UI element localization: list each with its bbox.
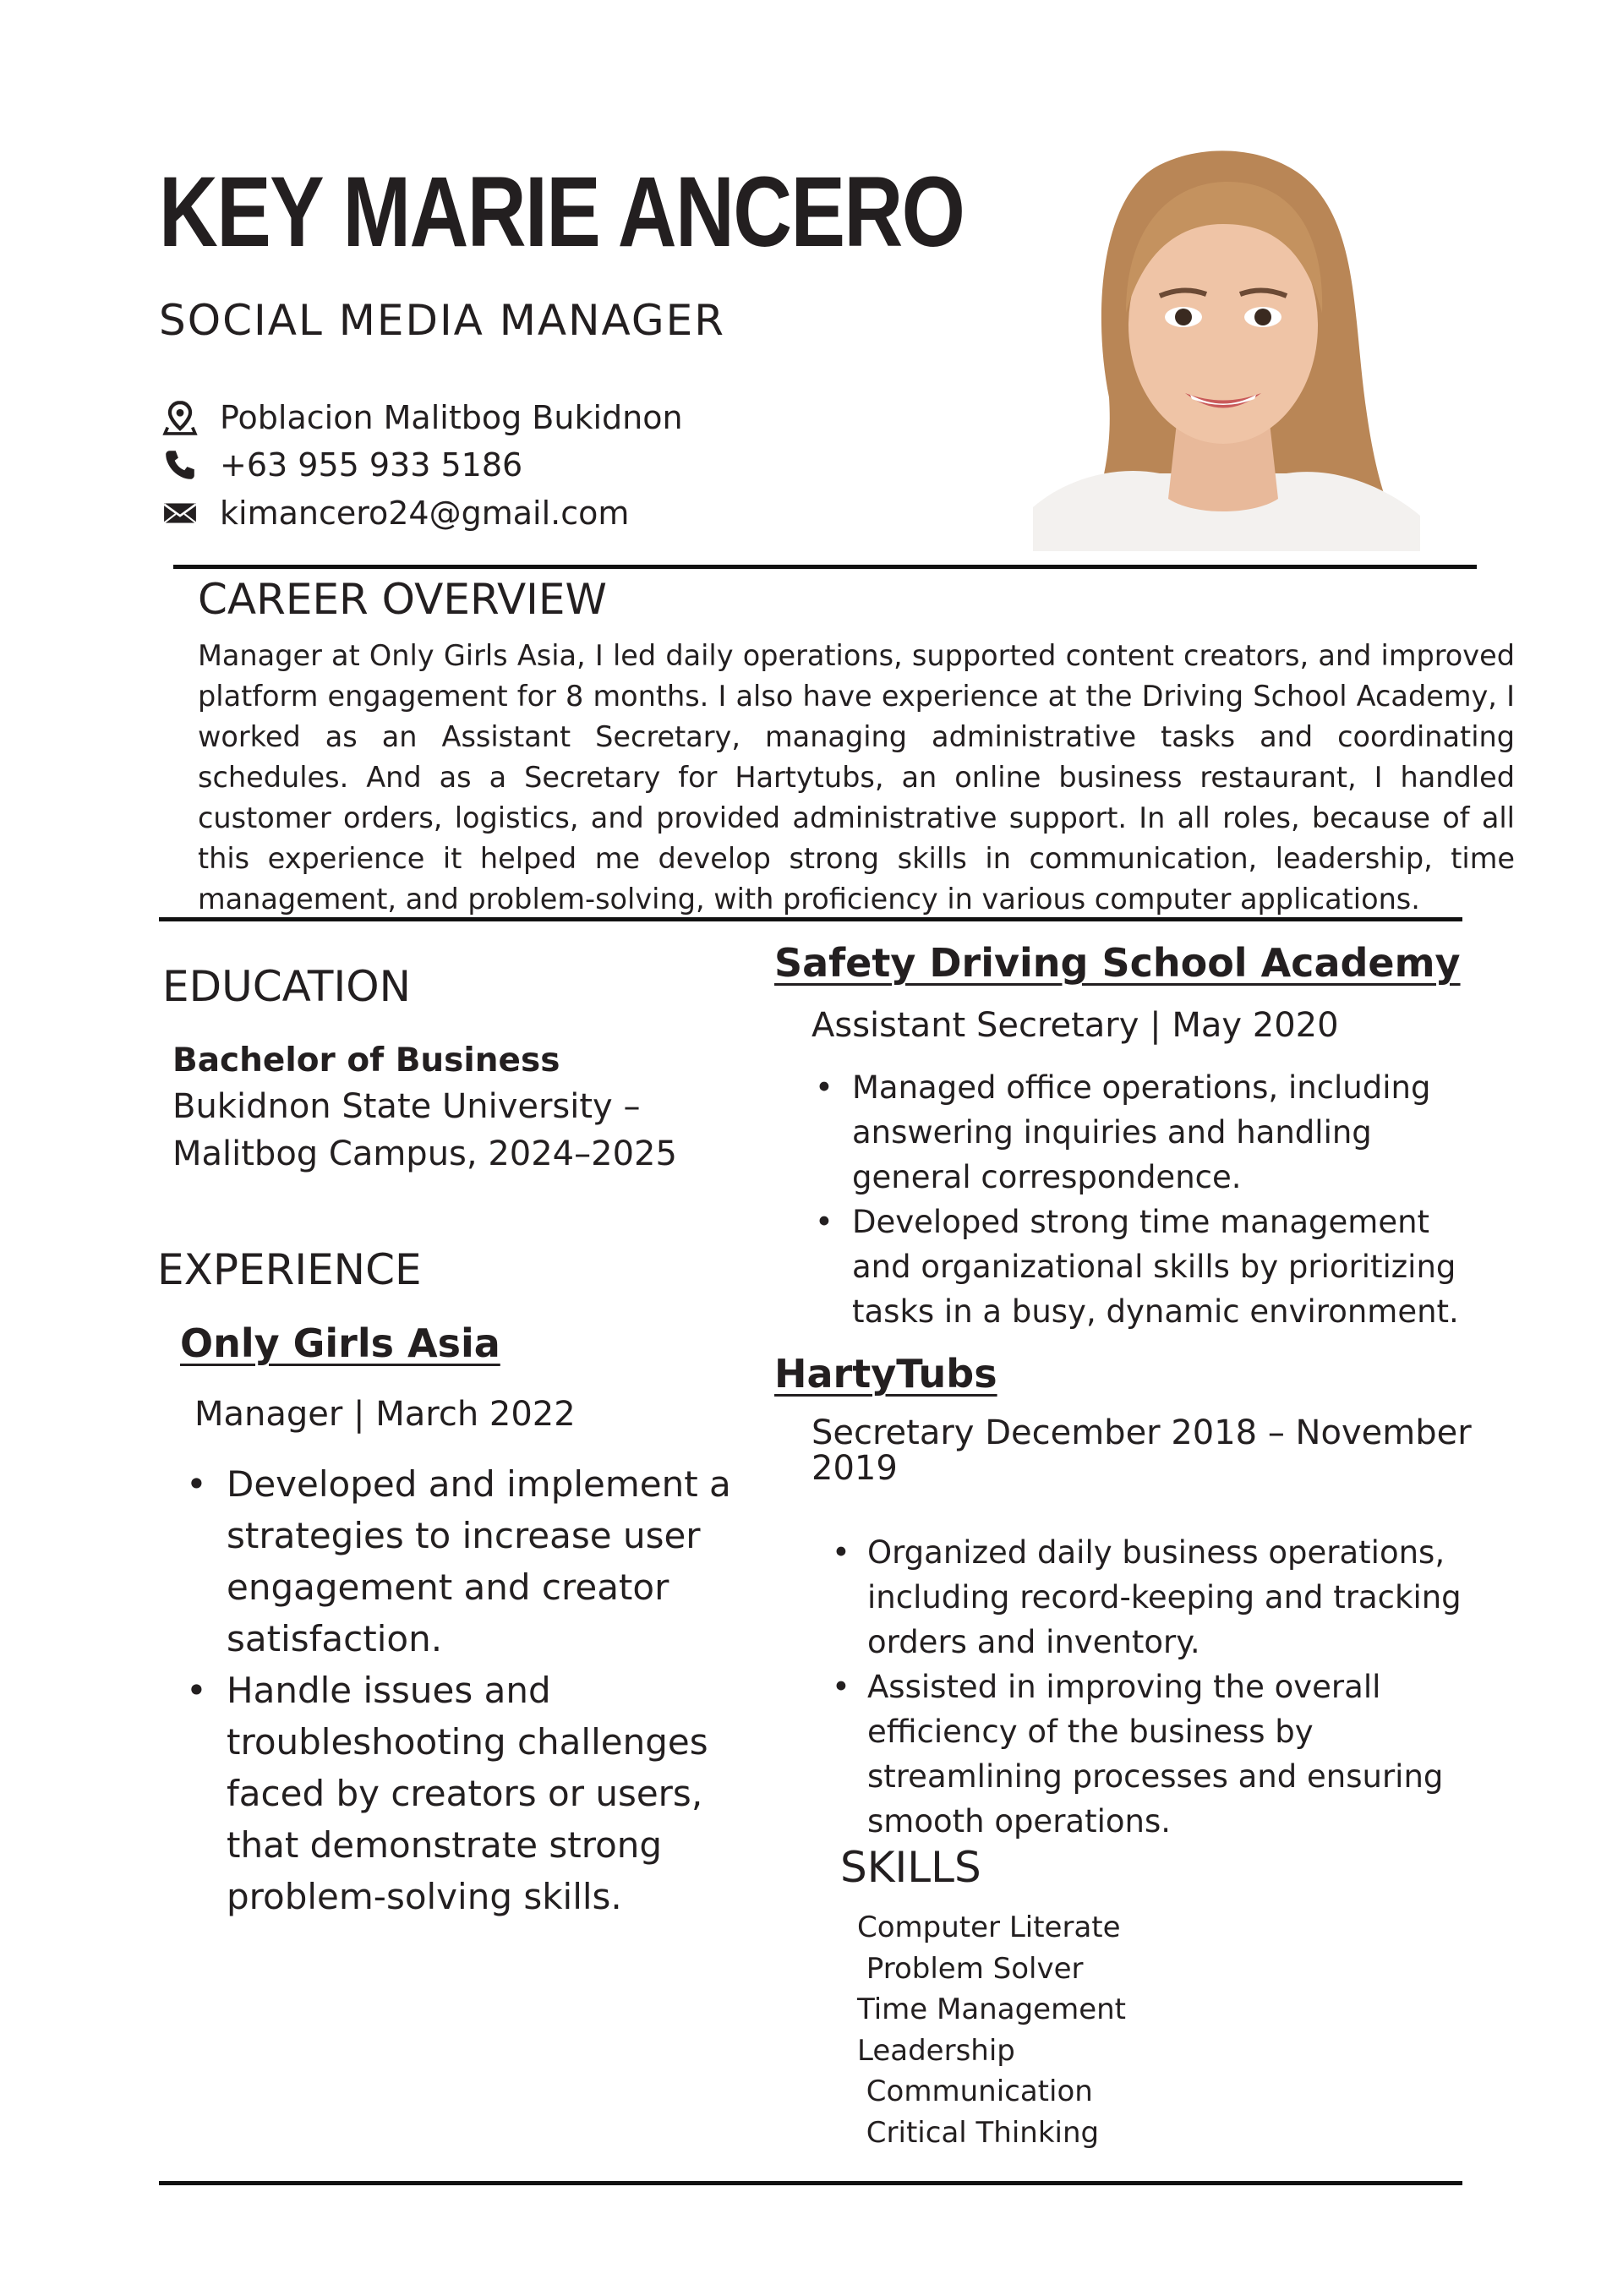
contact-address (161, 399, 683, 436)
education-school: Bukidnon State University – (172, 1087, 641, 1126)
skill-item: Leadership (857, 2033, 1015, 2068)
address-text: Poblacion Malitbog Bukidnon (220, 399, 683, 436)
job-bullet-list (186, 1458, 761, 1922)
job-title: Manager | March 2022 (194, 1395, 576, 1434)
career-overview-heading: CAREER OVERVIEW (198, 575, 607, 624)
skill-item: Communication (857, 2075, 1093, 2108)
education-heading: EDUCATION (162, 962, 411, 1011)
company-name: HartyTubs (774, 1351, 997, 1397)
job-title: Secretary December 2018 – November (812, 1413, 1472, 1452)
education-degree: Bachelor of Business (172, 1041, 560, 1080)
list-item: • Handle issues and troubleshooting challenges faced by creators or users, that demonstrate strong problem-solving skills. (186, 1665, 761, 1922)
job-role-title: SOCIAL MEDIA MANAGER (159, 296, 725, 345)
profile-photo (1033, 144, 1420, 551)
contact-email (161, 495, 629, 532)
skill-item: Critical Thinking (857, 2115, 1100, 2150)
divider (159, 917, 1462, 921)
phone-icon (161, 447, 199, 483)
company-name: Only Girls Asia (180, 1320, 500, 1366)
skill-item: Problem Solver (857, 1951, 1084, 1986)
job-title-continued: 2019 (812, 1449, 898, 1488)
skills-list (857, 1907, 1126, 2153)
divider (159, 2181, 1462, 2185)
skill-item: Computer Literate (857, 1911, 1121, 1944)
job-title: Assistant Secretary | May 2020 (812, 1006, 1339, 1045)
job-bullet-list (832, 1530, 1508, 1844)
candidate-name: KEY MARIE ANCERO (159, 156, 965, 268)
phone-text: +63 955 933 5186 (220, 446, 523, 484)
list-item: • Developed and implement a strategies to increase user engagement and creator satisfaction. (186, 1458, 761, 1665)
list-item: • Managed office operations, including answering inquiries and handling general correspondence. (815, 1065, 1491, 1200)
company-name: Safety Driving School Academy (774, 940, 1461, 986)
email-text: kimancero24@gmail.com (220, 495, 630, 532)
location-pin-icon (161, 400, 199, 435)
education-campus-dates: Malitbog Campus, 2024–2025 (172, 1134, 677, 1173)
list-item: • Developed strong time management and organizational skills by prioritizing tasks in a busy, dynamic environment. (815, 1200, 1491, 1334)
list-item: • Assisted in improving the overall efficiency of the business by streamlining processes and ensuring smooth operations. (832, 1665, 1508, 1844)
envelope-icon (161, 495, 199, 531)
experience-heading: EXPERIENCE (157, 1245, 422, 1294)
skill-item: Time Management (857, 1993, 1126, 2026)
contact-phone (161, 446, 522, 484)
divider (173, 565, 1477, 569)
career-overview-text: Manager at Only Girls Asia, I led daily operations, supported content creators, and improved platform engagement for 8 months. I also have experience at the Driving School Academy, I worked as an Assistant Secretary, managing administrative tasks and coordinating schedules. And as a Secretary for Hartytubs, an online business restaurant, I handled customer orders, logistics, and provided administrative support. In all roles, because of all this experience it helped me develop strong skills in communication, leadership, time management, and problem-solving, with proficiency in various computer applications. (198, 639, 1515, 916)
skills-heading: SKILLS (840, 1843, 981, 1892)
job-bullet-list (815, 1065, 1491, 1334)
list-item: • Organized daily business operations, including record-keeping and tracking orders and inventory. (832, 1530, 1508, 1665)
